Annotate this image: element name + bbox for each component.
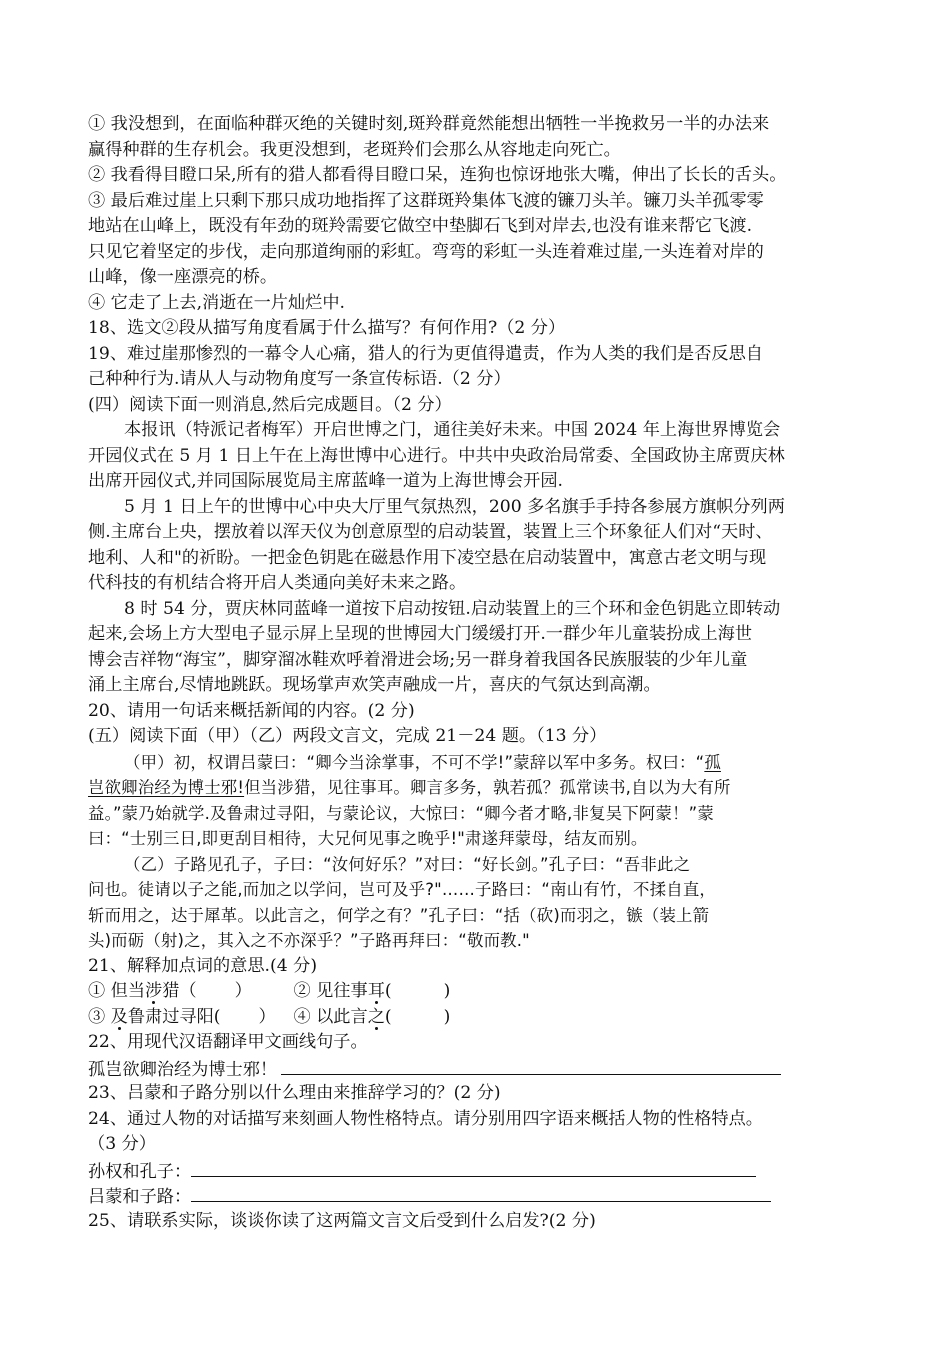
news-para-3-line-2: 起来,会场上方大型电子显示屏上呈现的世博园大门缓缓打开.一群少年儿童装扮成上海世 bbox=[88, 624, 753, 644]
passage-para-3-line-3: 只见它着坚定的步伐，走向那道绚丽的彩虹。弯弯的彩虹一头连着难过崖,一头连着对岸的 bbox=[88, 241, 764, 262]
jia-line-3: 益。”蒙乃始就学.及鲁肃过寻阳，与蒙论议，大惊曰：“卿今者才略,非复吴下阿蒙！”蒙 bbox=[88, 803, 714, 823]
yi-line-4: 头)而砺（射)之，其入之不亦深乎？”子路再拜曰：“敬而教." bbox=[88, 931, 530, 950]
passage-para-2: ② 我看得目瞪口呆,所有的猎人都看得目瞪口呆，连狗也惊讶地张大嘴，伸出了长长的舌头。 bbox=[88, 165, 787, 185]
news-para-1-line-1: 本报讯（特派记者梅军）开启世博之门，通往美好未来。中国 2024 年上海世界博览会 bbox=[124, 420, 781, 440]
question-24-answer-1 bbox=[88, 1158, 878, 1184]
q24-label-sunquan-kongzi: 孙权和孔子： bbox=[88, 1161, 192, 1182]
passage-para-1-line-2: 赢得种群的生存机会。我更没想到，老斑羚们会那么从容地走向死亡。 bbox=[88, 139, 621, 160]
jia-line-2 bbox=[88, 775, 878, 801]
jia-line-2-text: 但当涉猎，见往事耳。卿言多务，孰若孤？孤常读书,自以为大有所 bbox=[244, 778, 731, 797]
q22-answer-line[interactable] bbox=[281, 1056, 781, 1075]
question-23: 23、吕蒙和子路分别以什么理由来推辞学习的？(2 分) bbox=[88, 1083, 501, 1103]
news-para-2-line-4: 代科技的有机结合将开启人类通向美好未来之路。 bbox=[88, 573, 467, 593]
passage-para-1-line-1: ① 我没想到，在面临种群灭绝的关键时刻,斑羚群竟然能想出牺牲一半挽救另一半的办法来 bbox=[88, 114, 770, 134]
q21-item-2: ② 见往事耳( ) bbox=[293, 981, 451, 1001]
news-para-1-line-2: 开园仪式在 5 月 1 日上午在上海世博中心进行。中共中央政治局常委、全国政协主席贾庆林 bbox=[88, 445, 785, 466]
dotted-word-ji: 及 bbox=[110, 1006, 128, 1027]
jia-line-1 bbox=[88, 750, 878, 776]
passage-para-3-line-2: 地站在山峰上，既没有年劲的斑羚需要它做空中垫脚石飞到对岸去,也没有谁来帮它飞渡. bbox=[88, 216, 753, 236]
question-21-row-2 bbox=[88, 1005, 878, 1031]
question-24-answer-2 bbox=[88, 1183, 878, 1209]
q24-answer-line-2[interactable] bbox=[191, 1183, 771, 1202]
yi-line-2: 问也。徒请以子之能,而加之以学问，岂可及乎?"……子路曰：“南山有竹，不揉自直， bbox=[88, 880, 717, 899]
question-24-line-2: （3 分） bbox=[88, 1134, 156, 1154]
news-para-3-line-1: 8 时 54 分，贾庆林同蓝峰一道按下启动按钮.启动装置上的三个环和金色钥匙立即转动 bbox=[124, 598, 781, 619]
question-22: 22、用现代汉语翻译甲文画线句子。 bbox=[88, 1032, 368, 1052]
jia-underlined-sentence: 岂欲卿治经为博士邪! bbox=[88, 778, 245, 797]
jia-line-1-text: （甲）初，权谓吕蒙曰：“卿今当涂掌事，不可不学!”蒙辞以军中多务。权曰：“ bbox=[124, 752, 705, 772]
news-para-2-line-2: 侧.主席台上央，摆放着以浑天仪为创意原型的启动装置，装置上三个环象征人们对“天时、 bbox=[88, 522, 773, 542]
yi-line-1: （乙）子路见孔子，子曰：“汝何好乐？”对曰：“好长剑。”孔子曰：“吾非此之 bbox=[124, 854, 691, 874]
q21-item-1: ① 但当涉猎（ ） bbox=[88, 981, 252, 1001]
q22-sentence: 孤岂欲卿治经为博士邪！ bbox=[88, 1059, 278, 1080]
news-para-2-line-3: 地利、人和"的祈盼。一把金色钥匙在磁悬作用下凌空悬在启动装置中，寓意古老文明与现 bbox=[88, 547, 767, 568]
q21-item-4: ④ 以此言之( ) bbox=[293, 1006, 451, 1027]
question-21-row-1 bbox=[88, 979, 878, 1005]
passage-para-4: ④ 它走了上去,消逝在一片灿烂中. bbox=[88, 292, 346, 313]
q21-item-3: ③ 及鲁肃过寻阳( ） bbox=[88, 1006, 276, 1027]
section-5-heading: (五）阅读下面（甲）（乙）两段文言文，完成 21－24 题。（13 分） bbox=[88, 726, 607, 746]
jia-line-4: 曰：“士别三日,即更刮目相待，大兄何见事之晚乎!"肃遂拜蒙母，结友而别。 bbox=[88, 829, 648, 848]
exam-page bbox=[88, 112, 878, 1234]
dotted-word-zhi: 之 bbox=[367, 1006, 385, 1027]
question-24-line-1: 24、通过人物的对话描写来刻画人物性格特点。请分别用四字语来概括人物的性格特点。 bbox=[88, 1108, 763, 1129]
question-21: 21、解释加点词的意思.(4 分) bbox=[88, 955, 318, 976]
section-4-heading: (四）阅读下面一则消息,然后完成题目。（2 分） bbox=[88, 394, 452, 415]
news-para-1-line-3: 出席开园仪式,并同国际展览局主席蓝峰一道为上海世博会开园. bbox=[88, 471, 563, 491]
yi-line-3: 斩而用之，达于犀革。以此言之，何学之有？”孔子曰：“括（砍)而羽之，镞（装上箭 bbox=[88, 905, 710, 925]
question-18: 18、选文②段从描写角度看属于什么描写？有何作用?（2 分） bbox=[88, 318, 566, 338]
passage-para-3-line-1: ③ 最后难过崖上只剩下那只成功地指挥了这群斑羚集体飞渡的镰刀头羊。镰刀头羊孤零零 bbox=[88, 190, 764, 211]
jia-underlined-sentence-start: 孤 bbox=[704, 752, 721, 772]
question-22-answer-row bbox=[88, 1056, 878, 1082]
q24-answer-line-1[interactable] bbox=[191, 1158, 756, 1177]
question-20: 20、请用一句话来概括新闻的内容。(2 分) bbox=[88, 700, 415, 721]
q24-label-lumeng-zilu: 吕蒙和子路： bbox=[88, 1187, 192, 1207]
dotted-word-she: 涉 bbox=[145, 981, 163, 1001]
news-para-2-line-1: 5 月 1 日上午的世博中心中央大厅里气氛热烈，200 多名旗手手持各参展方旗帜分列两 bbox=[124, 496, 785, 517]
question-19-line-2: 己种种行为.请从人与动物角度写一条宣传标语.（2 分） bbox=[88, 369, 511, 389]
news-para-3-line-3: 博会吉祥物“海宝”，脚穿溜冰鞋欢呼着滑进会场;另一群身着我国各民族服装的少年儿童 bbox=[88, 649, 748, 670]
question-19-line-1: 19、难过崖那惨烈的一幕令人心痛，猎人的行为更值得遣责，作为人类的我们是否反思自 bbox=[88, 343, 763, 364]
passage-para-3-line-4: 山峰，像一座漂亮的桥。 bbox=[88, 267, 278, 287]
question-25: 25、请联系实际，谈谈你读了这两篇文言文后受到什么启发?(2 分) bbox=[88, 1210, 596, 1231]
news-para-3-line-4: 涌上主席台,尽情地跳跃。现场掌声欢笑声融成一片，喜庆的气氛达到高潮。 bbox=[88, 675, 661, 695]
dotted-word-er: 耳 bbox=[367, 981, 385, 1001]
